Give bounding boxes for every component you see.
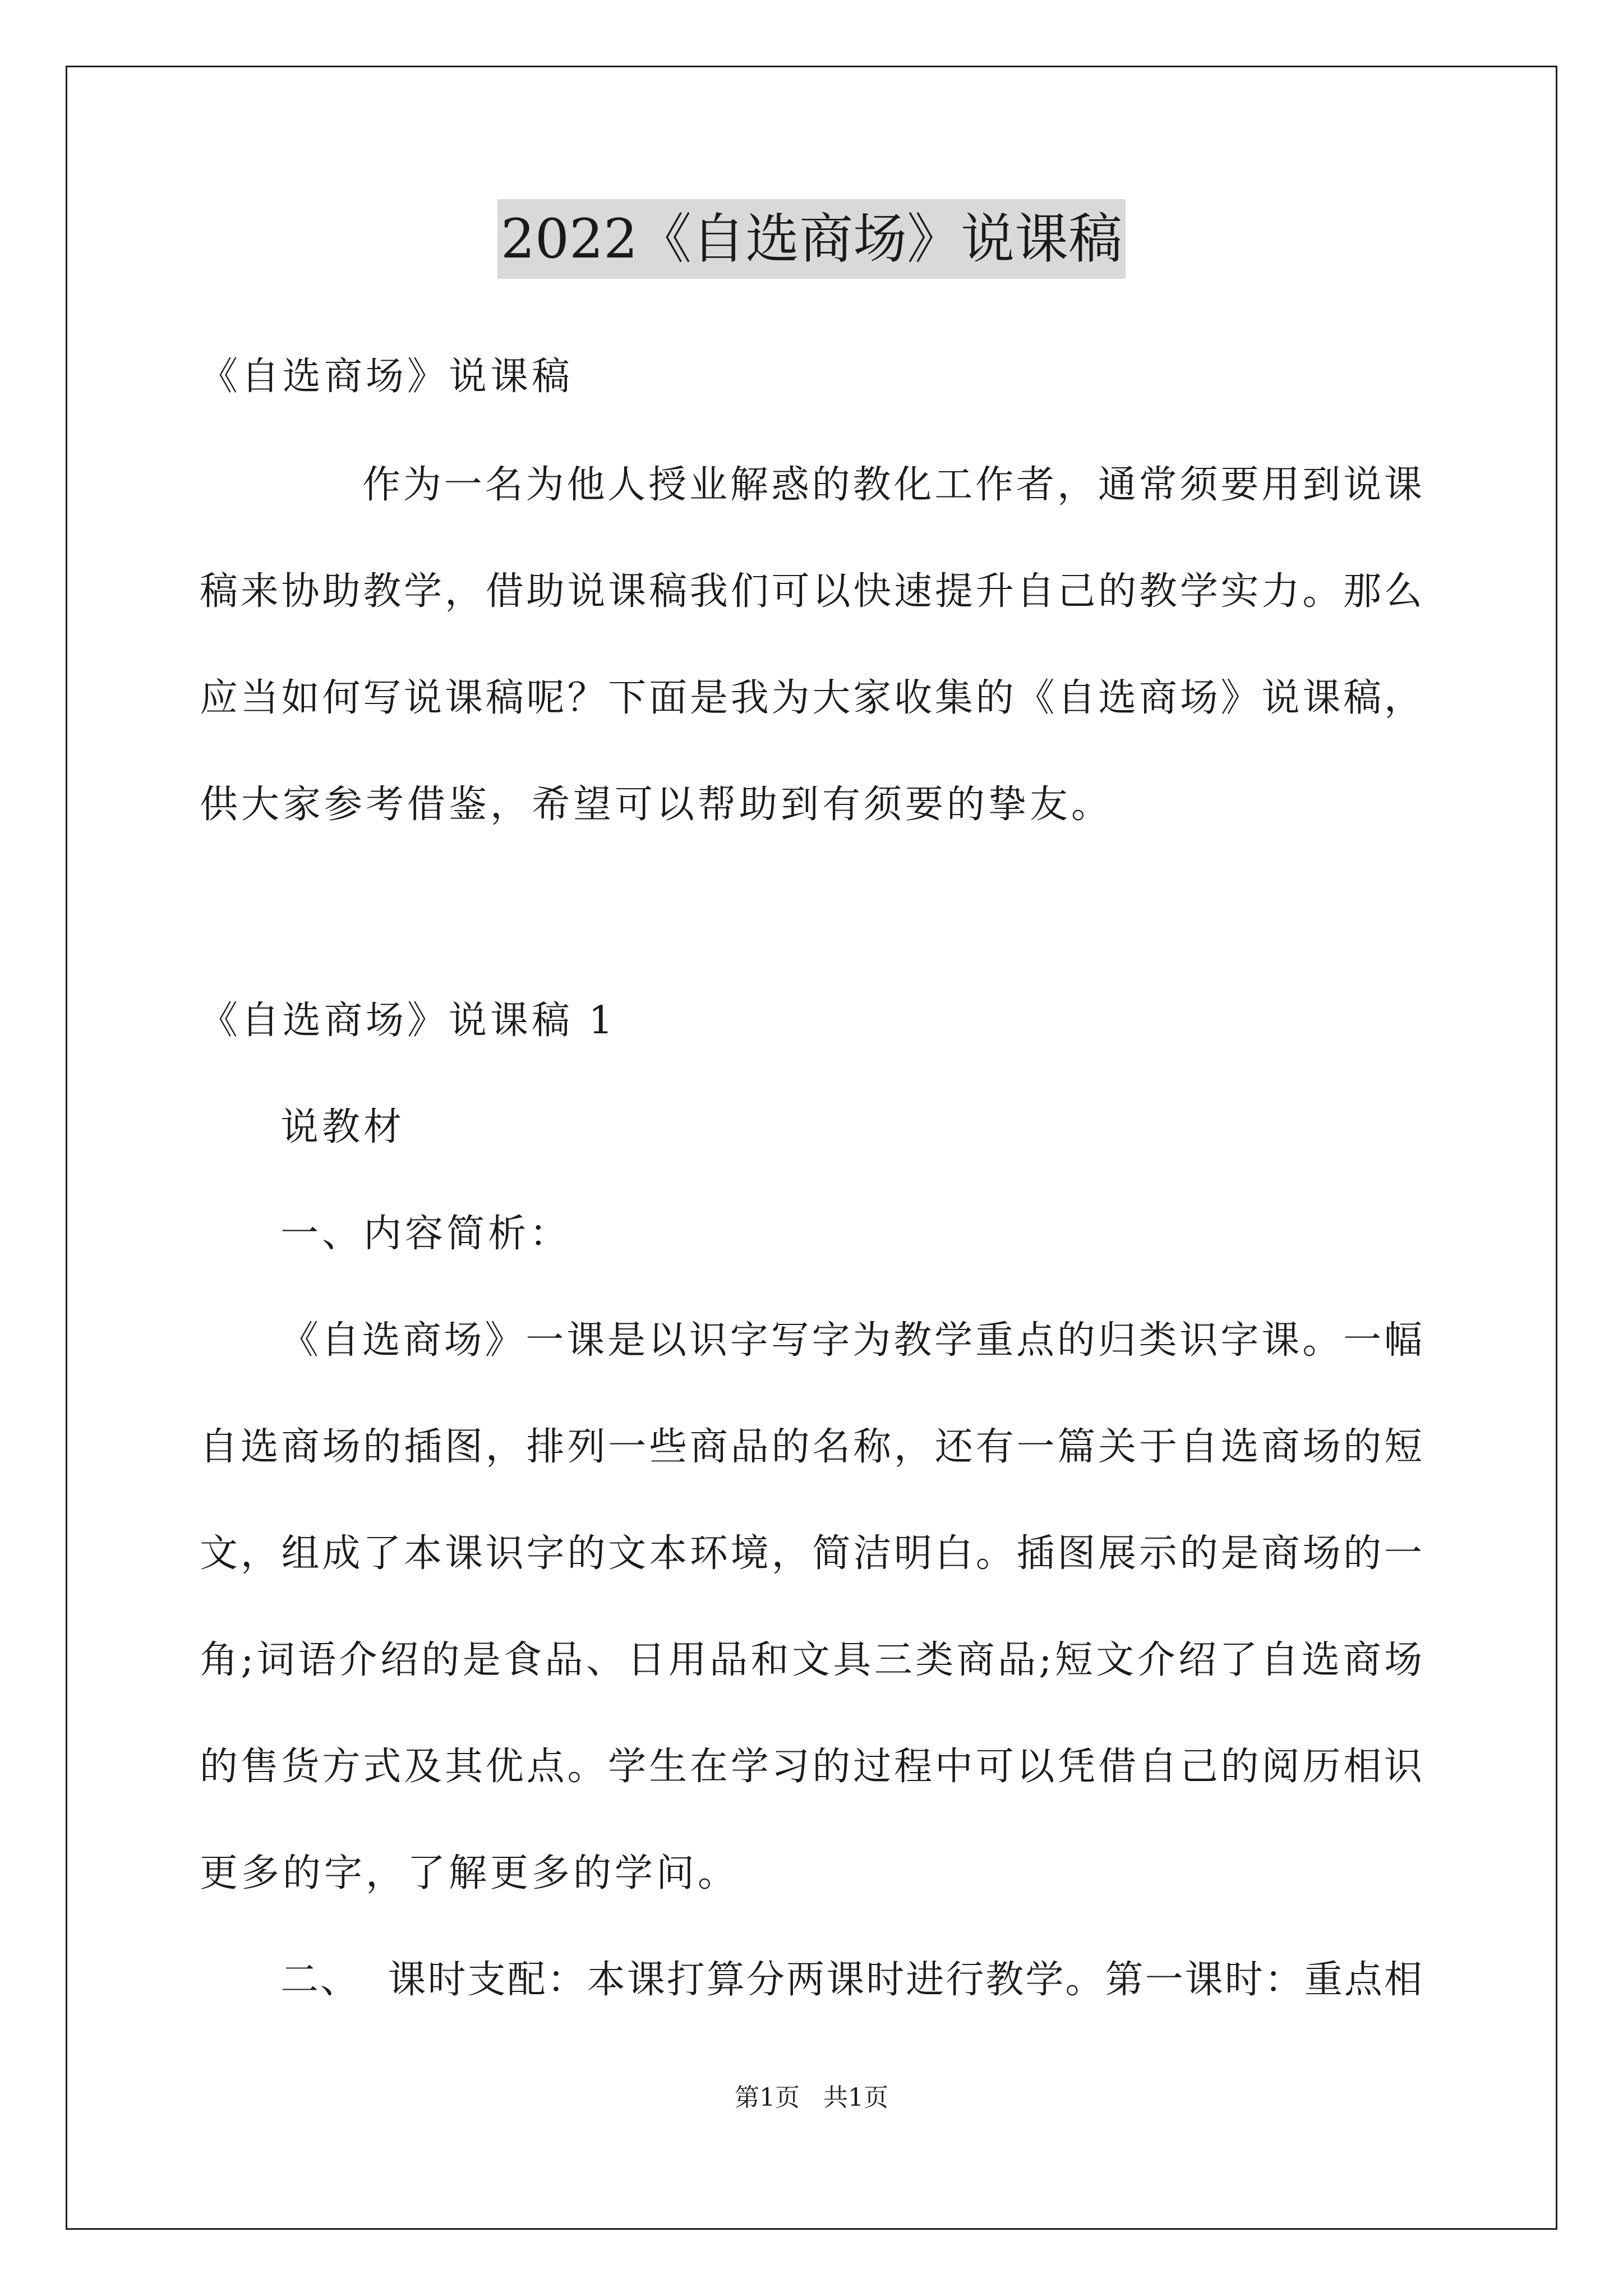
title-container — [0, 199, 1623, 279]
body-line-4: 角;词语介绍的是食品、日用品和文具三类商品;短文介绍了自选商场 — [200, 1638, 1422, 1682]
intro-line-1: 作为一名为他人授业解惑的教化工作者，通常须要用到说课 — [362, 463, 1422, 507]
body-line-6: 更多的字，了解更多的学问。 — [200, 1851, 740, 1895]
intro-line-2: 稿来协助教学，借助说课稿我们可以快速提升自己的教学实力。那么 — [200, 569, 1422, 614]
subtitle: 《自选商场》说课稿 — [200, 355, 574, 399]
page-footer: 第1页 共1页 — [735, 2083, 888, 2112]
body-line-5: 的售货方式及其优点。学生在学习的过程中可以凭借自己的阅历相识 — [200, 1745, 1422, 1789]
document-title: 2022《自选商场》说课稿 — [497, 199, 1126, 279]
body-line-7: 二、 课时支配：本课打算分两课时进行教学。第一课时：重点相 — [280, 1958, 1422, 2002]
subheading-teaching-material: 说教材 — [280, 1105, 405, 1149]
body-line-1: 《自选商场》一课是以识字写字为教学重点的归类识字课。一幅 — [280, 1318, 1422, 1363]
section-heading-1: 《自选商场》说课稿 1 — [200, 999, 616, 1043]
body-line-2: 自选商场的插图，排列一些商品的名称，还有一篇关于自选商场的短 — [200, 1425, 1422, 1469]
subheading-content-analysis: 一、内容简析： — [280, 1212, 571, 1256]
intro-line-3: 应当如何写说课稿呢？下面是我为大家收集的《自选商场》说课稿， — [200, 676, 1422, 720]
intro-line-4: 供大家参考借鉴，希望可以帮助到有须要的挚友。 — [200, 783, 1113, 827]
body-line-3: 文，组成了本课识字的文本环境，简洁明白。插图展示的是商场的一 — [200, 1531, 1422, 1576]
